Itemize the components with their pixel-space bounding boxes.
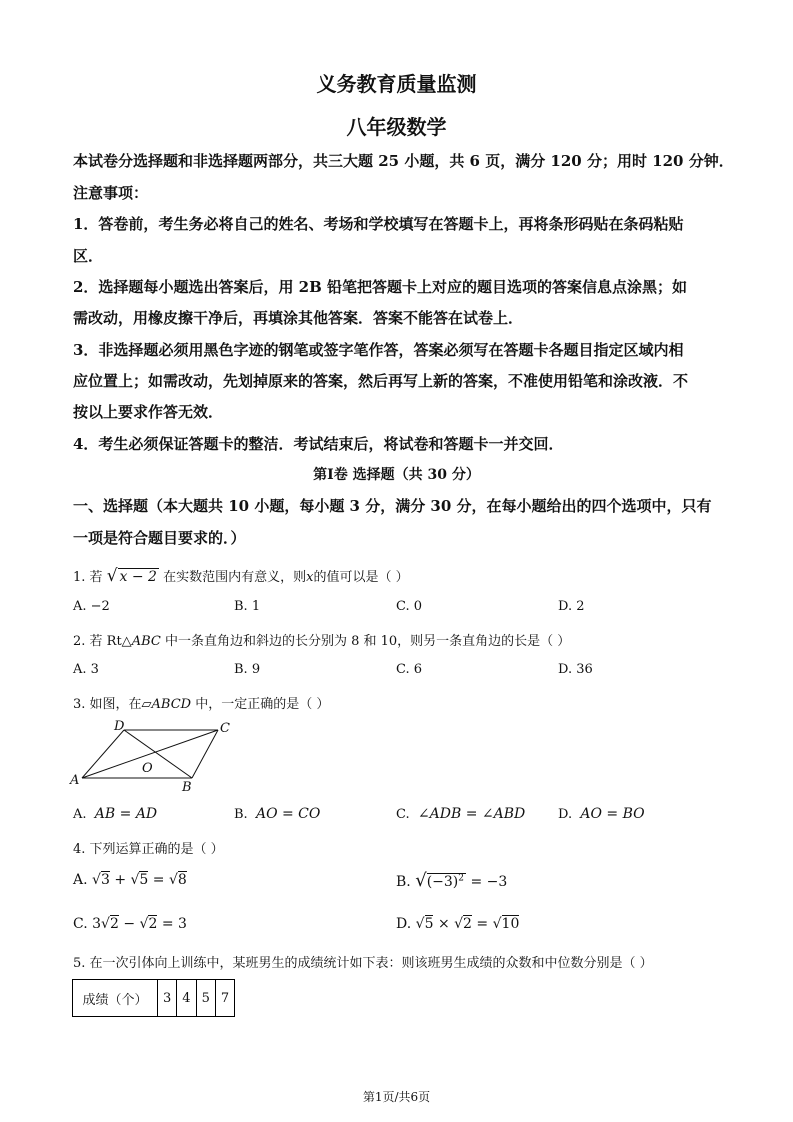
option-expr: ∠ADB = ∠ABD <box>417 806 526 822</box>
q3-option-c[interactable] <box>396 806 525 822</box>
option-expr: AO = CO <box>255 806 321 822</box>
q2-tail: 中一条直角边和斜边的长分别为 8 和 10，则另一条直角边的长是（ ） <box>160 634 571 649</box>
sqrt-icon: √ <box>415 916 425 932</box>
question-2 <box>73 630 570 649</box>
notes-title: 注意事项： <box>73 184 149 202</box>
q3-abcd: ABCD <box>151 697 192 712</box>
radicand: 8 <box>177 872 187 888</box>
q4-option-a[interactable] <box>73 872 187 888</box>
sqrt-icon: √ <box>106 566 118 586</box>
note-line: 按以上要求作答无效． <box>73 403 224 421</box>
radicand-base: (−3) <box>426 874 459 890</box>
q3-tail: 中，一定正确的是（ ） <box>191 697 330 712</box>
option-letter: A. <box>73 807 87 822</box>
option-letter: B. <box>396 874 411 890</box>
table-header-cell: 成绩（个） <box>73 980 158 1017</box>
part-intro: 一、选择题（本大题共 10 小题，每小题 3 分，满分 30 分，在每小题给出的四个选项中，只有 <box>73 497 712 515</box>
option-letter: C. <box>396 807 410 822</box>
q3-text: 3. 如图，在▱ <box>73 697 152 712</box>
option-expr: AO = BO <box>580 806 645 822</box>
radicand: 10 <box>501 916 520 932</box>
radicand: 5 <box>139 872 149 888</box>
question-5: 5. 在一次引体向上训练中，某班男生的成绩统计如下表：则该班男生成绩的众数和中位数分别是（ ） <box>73 956 653 971</box>
part-intro: 一项是符合题目要求的．） <box>73 529 246 547</box>
exam-subtitle: 八年级数学 <box>346 115 447 139</box>
q1-text: 在实数范围内有意义，则 <box>163 570 307 585</box>
question-3 <box>73 693 329 712</box>
q1-var: x <box>306 570 314 585</box>
table-row <box>73 980 235 1017</box>
note-line: 3．非选择题必须用黑色字迹的钢笔或签字笔作答，答案必须写在答题卡各题目指定区域内相 <box>73 341 684 359</box>
radicand: 3 <box>100 872 110 888</box>
sqrt-icon: √ <box>168 872 178 888</box>
q1-option-d[interactable]: D. 2 <box>558 599 585 614</box>
q1-prefix: 1. 若 <box>73 570 103 585</box>
q2-option-a[interactable]: A. 3 <box>73 662 99 677</box>
coefficient: 3 <box>92 916 102 932</box>
option-letter: B. <box>234 807 248 822</box>
rhs: = −3 <box>470 874 508 890</box>
sqrt-icon: √ <box>454 916 464 932</box>
side-bc <box>192 730 218 778</box>
q3-option-a[interactable] <box>73 806 157 822</box>
label-d: D <box>114 719 125 734</box>
label-a: A <box>70 773 80 788</box>
option-letter: D. <box>558 807 573 822</box>
q2-abc: ABC <box>131 634 161 649</box>
q4-option-b[interactable] <box>396 870 507 891</box>
question-4: 4. 下列运算正确的是（ ） <box>73 842 224 857</box>
q2-option-d[interactable]: D. 36 <box>558 662 593 677</box>
table-cell: 3 <box>158 980 177 1017</box>
table-cell: 4 <box>177 980 196 1017</box>
q3-option-b[interactable] <box>234 806 320 822</box>
parallelogram-figure <box>68 716 248 796</box>
radicand: 2 <box>148 916 158 932</box>
section-heading: 第Ⅰ卷 选择题（共 30 分） <box>313 467 480 483</box>
sqrt-icon: √ <box>101 916 110 932</box>
exponent: 2 <box>458 873 464 884</box>
radicand: 2 <box>463 916 472 932</box>
q2-text: 2. 若 Rt△ <box>73 634 132 649</box>
option-letter: C. <box>73 916 88 932</box>
radicand: 2 <box>109 916 119 932</box>
score-table <box>72 979 235 1017</box>
operator: × <box>437 916 450 932</box>
q1-option-c[interactable]: C. 0 <box>396 599 423 614</box>
q1-tail: 的值可以是（ ） <box>313 570 409 585</box>
option-expr: AB = AD <box>94 806 158 822</box>
sqrt-icon: √ <box>92 872 101 888</box>
operator: = <box>476 916 489 932</box>
q2-option-b[interactable]: B. 9 <box>234 662 261 677</box>
intro-text: 本试卷分选择题和非选择题两部分，共三大题 25 小题，共 6 页，满分 120 分；用时 120 分钟． <box>73 152 734 170</box>
radicand <box>427 873 466 890</box>
note-line: 需改动，用橡皮擦干净后，再填涂其他答案．答案不能答在试卷上． <box>73 309 524 327</box>
q2-option-c[interactable]: C. 6 <box>396 662 423 677</box>
note-line: 应位置上；如需改动，先划掉原来的答案，然后再写上新的答案，不准使用铅笔和涂改液．不 <box>73 372 689 390</box>
option-letter: D. <box>396 916 412 932</box>
q1-option-b[interactable]: B. 1 <box>234 599 261 614</box>
operator: − <box>123 916 136 932</box>
q1-option-a[interactable]: A. −2 <box>73 599 110 614</box>
table-cell: 7 <box>215 980 234 1017</box>
diagonal-bd <box>124 730 192 778</box>
note-line: 2．选择题每小题选出答案后，用 2B 铅笔把答题卡上对应的题目选项的答案信息点涂黑；如 <box>73 278 688 296</box>
question-1 <box>73 566 409 586</box>
page-footer: 第1页/共6页 <box>362 1090 431 1104</box>
operator: + <box>114 872 127 888</box>
sqrt-icon: √ <box>492 916 502 932</box>
label-c: C <box>220 721 230 736</box>
q4-option-d[interactable] <box>396 916 519 932</box>
note-line: 1．答卷前，考生务必将自己的姓名、考场和学校填写在答题卡上，再将条形码贴在条码粘贴 <box>73 215 684 233</box>
q3-option-d[interactable] <box>558 806 645 822</box>
table-cell: 5 <box>196 980 215 1017</box>
rhs: = 3 <box>161 916 187 932</box>
q4-option-c[interactable] <box>73 916 187 932</box>
q1-radicand: x − 2 <box>119 569 157 585</box>
option-letter: A. <box>73 872 88 888</box>
sqrt-icon: √ <box>130 872 140 888</box>
sqrt-icon: √ <box>139 916 149 932</box>
exam-title: 义务教育质量监测 <box>316 72 477 96</box>
operator: = <box>152 872 165 888</box>
label-b: B <box>182 780 192 795</box>
sqrt-icon: √ <box>415 870 427 891</box>
note-line: 4．考生必须保证答题卡的整洁．考试结束后，将试卷和答题卡一并交回． <box>73 435 564 453</box>
note-line: 区． <box>73 247 104 265</box>
radicand: 5 <box>424 916 434 932</box>
label-o: O <box>142 761 153 776</box>
